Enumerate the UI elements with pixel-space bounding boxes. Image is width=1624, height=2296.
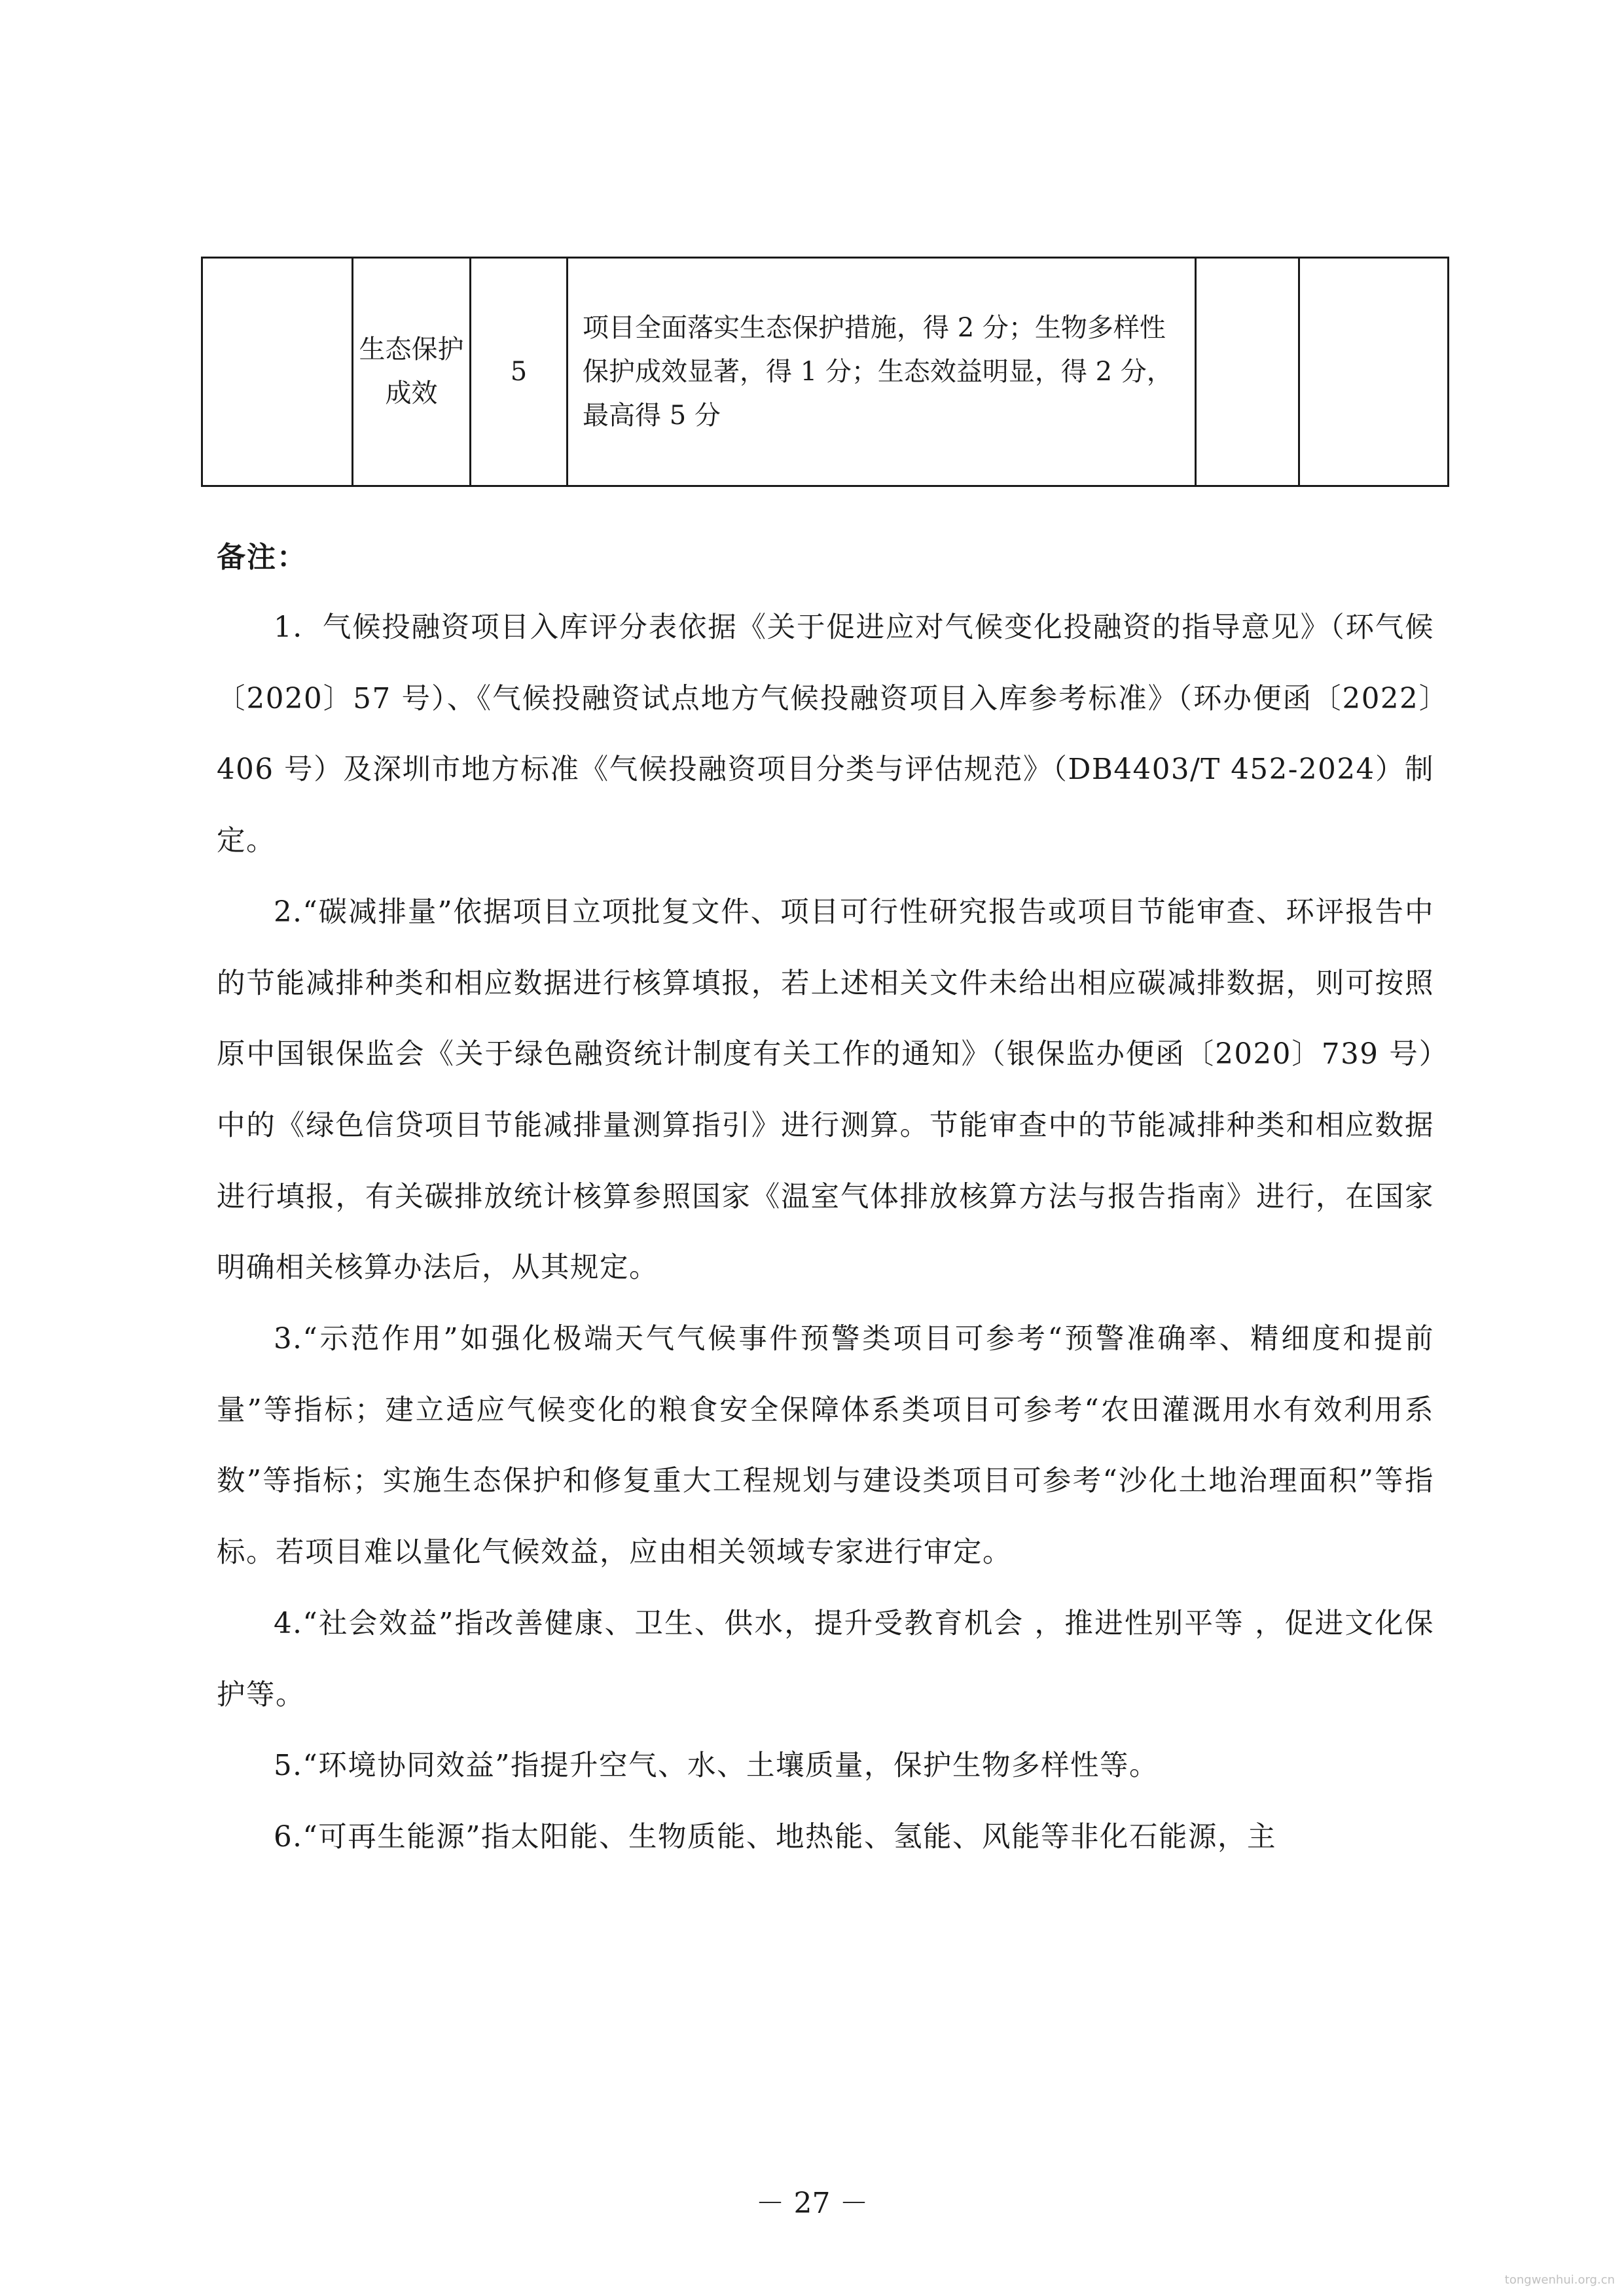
page-number: － 27 －: [755, 2187, 869, 2220]
note-item-5: 5.“环境协同效益”指提升空气、水、土壤质量，保护生物多样性等。: [274, 1749, 1159, 1783]
note-item-3: 3.“示范作用”如强化极端天气气候事件预警类项目可参考“预警准确率、精细度和提前量”等指标；建立适应气候变化的粮食安全保障体系类项目可参考“农田灌溉用水有效利用系数”等指标；实施生态保护和修复重大工程规划与建设类项目可参考“沙化土地治理面积”等指标。若项目难以量化气候效益，应由相关领域专家进行审定。: [217, 1323, 1434, 1570]
empty-cell-5: [1196, 258, 1299, 486]
criteria-cell: 项目全面落实生态保护措施，得 2 分；生物多样性保护成效显著，得 1 分；生态效益明显，得 2 分，最高得 5 分: [568, 258, 1196, 486]
empty-cell-6: [1299, 258, 1449, 486]
score-table: [201, 257, 1449, 487]
note-item-2: 2.“碳减排量”依据项目立项批复文件、项目可行性研究报告或项目节能审查、环评报告中的节能减排种类和相应数据进行核算填报，若上述相关文件未给出相应碳减排数据，则可按照原中国银保监会《关于绿色融资统计制度有关工作的通知》（银保监办便函〔2020〕739 号）中的《绿色信贷项目节能减排量测算指引》进行测算。节能审查中的节能减排种类和相应数据进行填报，有关碳排放统计核算参照国家《温室气体排放核算方法与报告指南》进行，在国家明确相关核算办法后，从其规定。: [217, 895, 1434, 1285]
score-cell: 5: [471, 258, 568, 486]
notes-heading: 备注：: [217, 541, 307, 574]
table-row: [202, 258, 1449, 486]
indicator-cell: 生态保护成效: [353, 258, 471, 486]
notes-body: [217, 592, 1434, 1873]
note-item-1: 1．气候投融资项目入库评分表依据《关于促进应对气候变化投融资的指导意见》（环气候〔2020〕57 号）、《气候投融资试点地方气候投融资项目入库参考标准》（环办便函〔2022〕406 号）及深圳市地方标准《气候投融资项目分类与评估规范》（DB4403/T 452-2024）制定。: [217, 611, 1434, 858]
note-item-4: 4.“社会效益”指改善健康、卫生、供水，提升受教育机会 ，推进性别平等 ，促进文化保护等。: [217, 1607, 1434, 1712]
watermark: tongwenhui.org.cn: [1504, 2273, 1615, 2287]
note-item-6: 6.“可再生能源”指太阳能、生物质能、地热能、氢能、风能等非化石能源，主: [274, 1820, 1276, 1854]
category-cell: [202, 258, 353, 486]
